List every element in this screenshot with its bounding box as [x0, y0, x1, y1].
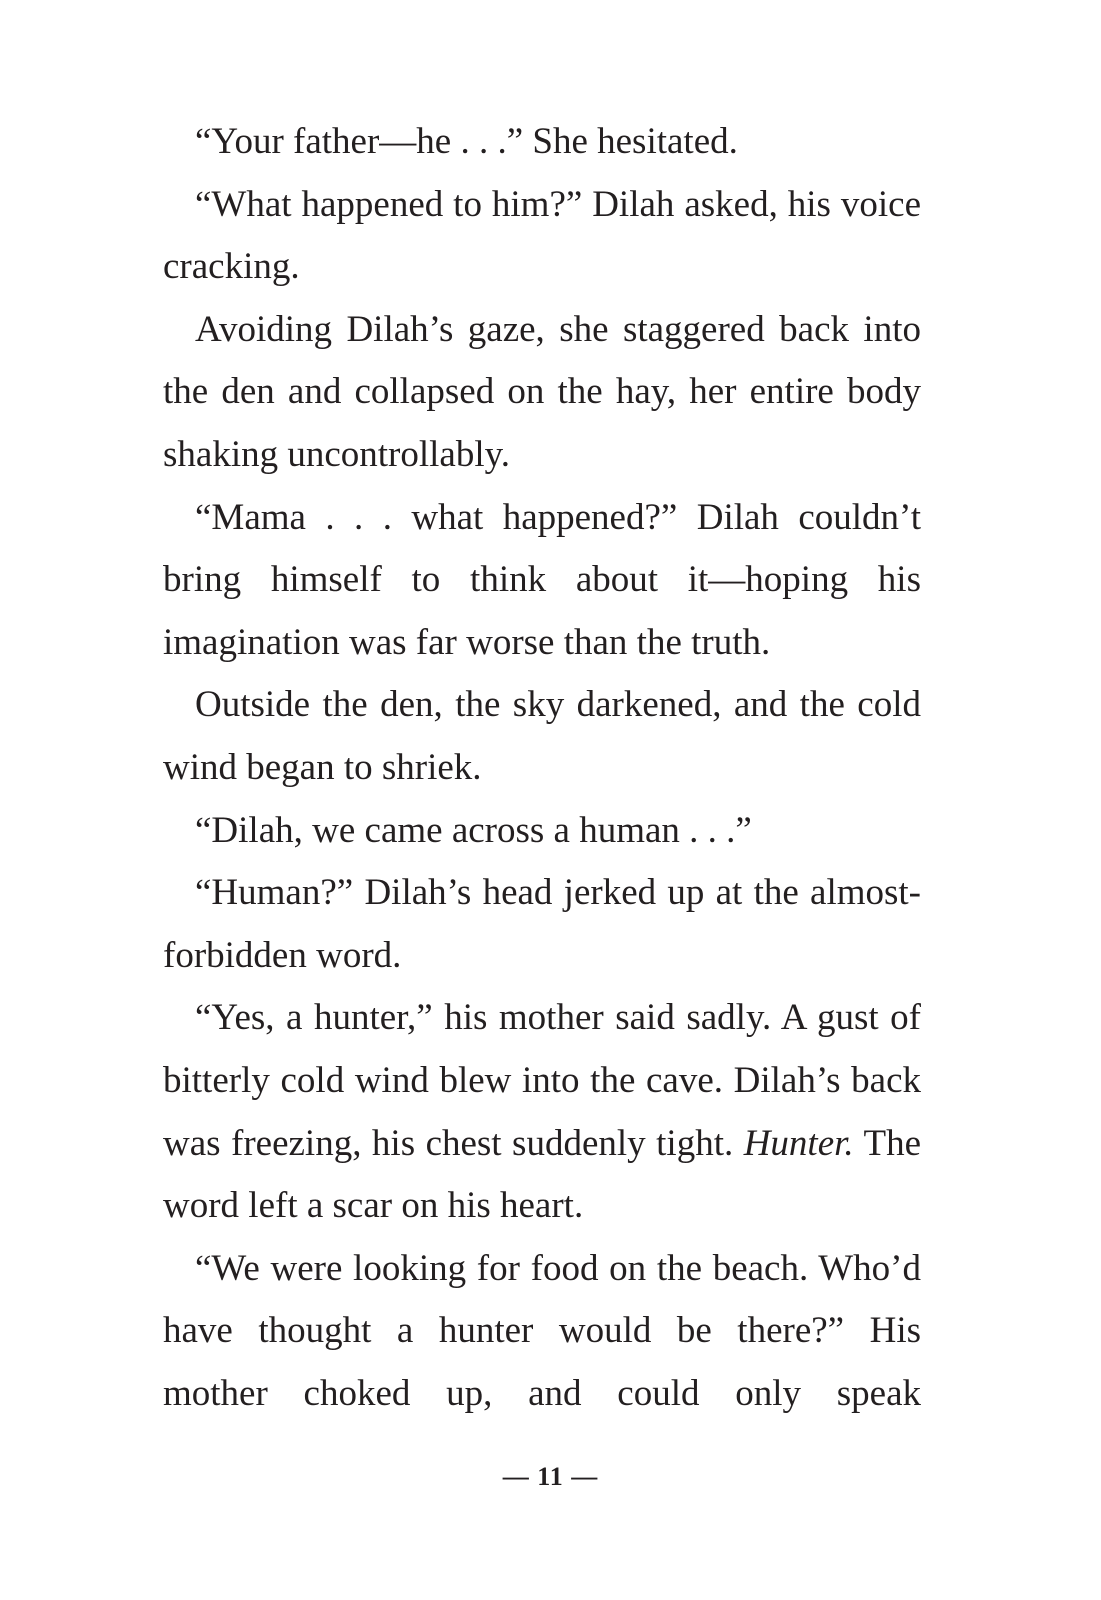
paragraph: Avoiding Dilah’s gaze, she staggered back into the den and collapsed on the hay, her entire body shaking uncontrollably. [163, 308, 921, 475]
paragraph: “Human?” Dilah’s head jerked up at the almost-forbidden word. [163, 872, 921, 976]
paragraph: “Mama . . . what happened?” Dilah couldn’t bring himself to think about it—hoping his imagination was far worse than the truth. [163, 496, 921, 663]
paragraph: “Your father—he . . .” She hesitated. [195, 121, 738, 162]
paragraph-text: The word left a scar on his heart. [163, 1122, 921, 1227]
paragraph-text: “Yes, a hunter,” his mother said sadly. A gust of bitterly cold wind blew into the cave. Dilah’s back was freezing, his chest suddenly tight. [163, 997, 921, 1164]
paragraph: “Dilah, we came across a human . . .” [195, 809, 752, 851]
page-number: — 11 — [502, 1462, 599, 1491]
paragraph: “We were looking for food on the beach. Who’d have thought a hunter would be there?” His mother choked up, and could only speak [163, 1247, 921, 1414]
paragraph: “What happened to him?” Dilah asked, his voice cracking. [163, 183, 921, 288]
page-body [163, 111, 921, 1425]
emphasized-word: Hunter. [743, 1122, 854, 1164]
paragraph [163, 987, 921, 1237]
paragraph: Outside the den, the sky darkened, and the cold wind began to shriek. [163, 684, 921, 788]
